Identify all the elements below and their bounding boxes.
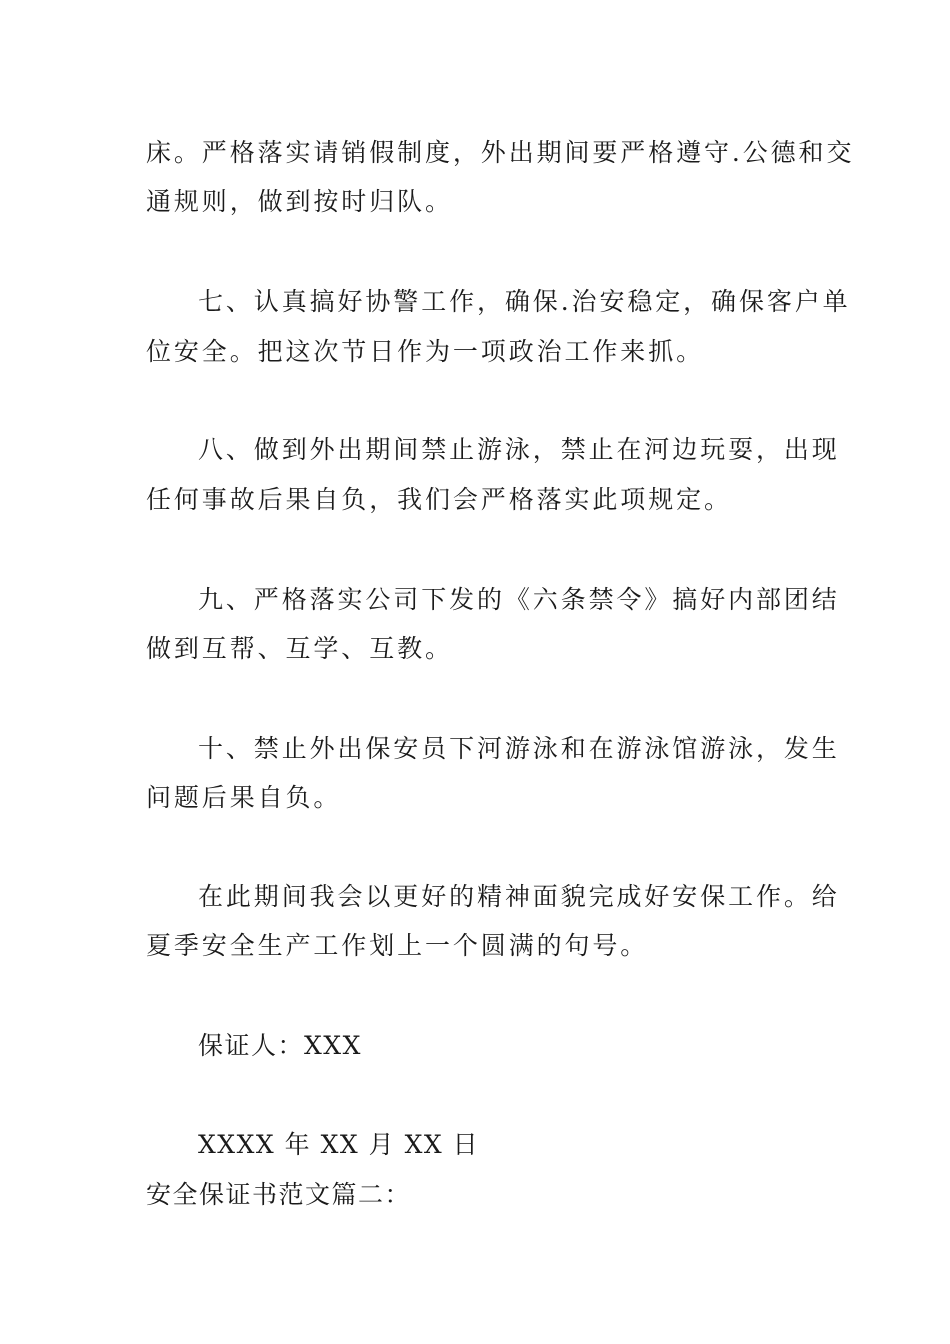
signature-line: 保证人：XXX — [198, 1031, 362, 1060]
paragraph-6-line-3: 通规则，做到按时归队。 — [146, 187, 453, 216]
closing-paragraph-line-2: 夏季安全生产工作划上一个圆满的句号。 — [146, 931, 649, 960]
paragraph-9-line-2: 做到互帮、互学、互教。 — [146, 634, 453, 663]
section-heading: 安全保证书范文篇二： — [146, 1180, 412, 1209]
paragraph-10-line-2: 问题后果自负。 — [146, 783, 342, 812]
paragraph-8-line-1: 八、做到外出期间禁止游泳，禁止在河边玩耍，出现 — [198, 435, 840, 464]
paragraph-6-line-2: 床。严格落实请销假制度，外出期间要严格遵守.公德和交 — [146, 138, 855, 167]
paragraph-9-line-1: 九、严格落实公司下发的《六条禁令》搞好内部团结 — [198, 585, 840, 614]
closing-paragraph-line-1: 在此期间我会以更好的精神面貌完成好安保工作。给 — [198, 882, 840, 911]
paragraph-7-line-2: 位安全。把这次节日作为一项政治工作来抓。 — [146, 337, 705, 366]
paragraph-10-line-1: 十、禁止外出保安员下河游泳和在游泳馆游泳，发生 — [198, 734, 840, 763]
date-line: XXXX 年 XX 月 XX 日 — [198, 1130, 480, 1159]
paragraph-7-line-1: 七、认真搞好协警工作，确保.治安稳定，确保客户单 — [198, 287, 851, 316]
paragraph-8-line-2: 任何事故后果自负，我们会严格落实此项规定。 — [146, 485, 732, 514]
